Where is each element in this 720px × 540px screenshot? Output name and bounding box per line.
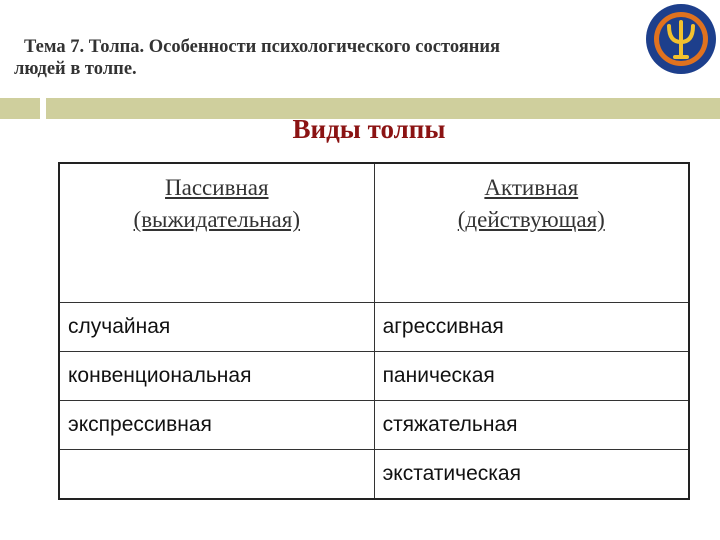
header-active-line-1: Активная bbox=[484, 175, 579, 200]
table-cell: стяжательная bbox=[374, 401, 689, 450]
table-cell: паническая bbox=[374, 352, 689, 401]
header-cell-passive bbox=[59, 163, 374, 303]
table-row bbox=[59, 450, 689, 500]
table-cell bbox=[59, 450, 374, 500]
topic-title-line-1: Тема 7. Толпа. Особенности психологического состояния bbox=[24, 37, 501, 57]
table-row bbox=[59, 401, 689, 450]
table-row bbox=[59, 303, 689, 352]
table-cell: агрессивная bbox=[374, 303, 689, 352]
slide-heading: Виды толпы bbox=[292, 114, 446, 144]
table-row bbox=[59, 352, 689, 401]
table-header-row bbox=[59, 163, 689, 303]
table-cell: случайная bbox=[59, 303, 374, 352]
header-active-line-2: (действующая) bbox=[457, 207, 605, 232]
slide-topic-title bbox=[14, 36, 634, 80]
header-cell-active bbox=[374, 163, 689, 303]
header-passive-line-1: Пассивная bbox=[165, 175, 269, 200]
table-cell: экстатическая bbox=[374, 450, 689, 500]
table-cell: экспрессивная bbox=[59, 401, 374, 450]
crowd-types-table bbox=[58, 162, 690, 500]
header-passive-line-2: (выжидательная) bbox=[133, 207, 301, 232]
psi-emblem-icon bbox=[644, 2, 718, 76]
topic-title-line-2: людей в толпе. bbox=[14, 59, 137, 79]
table-cell: конвенциональная bbox=[59, 352, 374, 401]
